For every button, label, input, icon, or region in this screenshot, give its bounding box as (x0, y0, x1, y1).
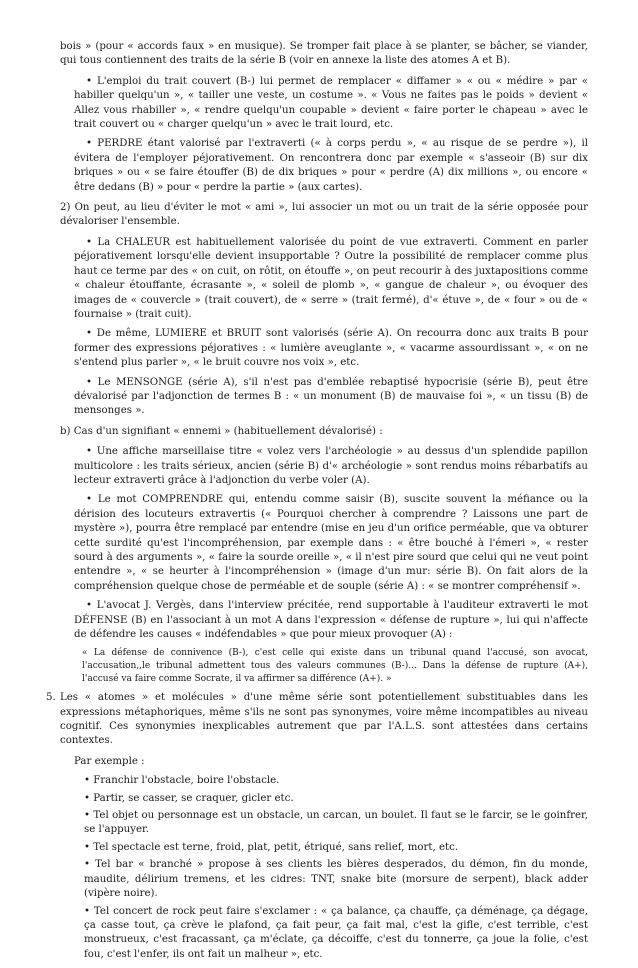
paragraph: • L'emploi du trait couvert (B-) lui permet de remplacer « diffamer » « ou « médire » par « habiller quelqu'un », « tailler une veste, un costume ». « Vous ne faites pas le poids » devient « Allez vous rhabiller », « rendre quelqu'un coupable » devient « faire porter le chapeau » avec le trait couvert ou « charger quelqu'un » avec le trait lourd, etc. (74, 75, 588, 131)
paragraph: • Le mot COMPRENDRE qui, entendu comme saisir (B), suscite souvent la méfiance ou la dérision des locuteurs extravertis (« Pourquoi chercher à comprendre ? Laissons une part de mystère »), pourra être remplacé par entendre (mise en jeu d'un orifice perméable, que va obturer cette surdité qu'est l'incompréhension, par exemple dans : « être bouché à l'émeri », « rester sourd à des arguments », « faire la sourde oreille », « il n'est pire sourd que celui qui ne veut point entendre », « se heurter à l'incompréhension » (image d'un mur: série B). On fait alors de la compréhension quelque chose de perméable et de souple (série A) : « se montrer compréhensif ». (74, 494, 588, 592)
quote-block: « La défense de connivence (B-), c'est celle qui existe dans un tribunal quand l'accusé, son avocat, l'accusation,,le tribunal admettent tous des valeurs communes (B-)... Dans la défense de rupture (A+), l'accusé va faire comme Socrate, il va affirmer sa différence (A+). » (82, 648, 588, 684)
list-item: • Tel spectacle est terne, froid, plat, petit, étriqué, sans relief, mort, etc. (84, 841, 459, 853)
paragraph: • Une affiche marseillaise titre « volez vers l'archéologie » au dessus d'un splendide papillon multicolore : les traits sérieux, ancien (série B) d'« archéologie » sont rendus moins rébarbatifs au lecteur extraverti grâce à l'adjonction du verbe voler (A). (74, 446, 588, 486)
paragraph: b) Cas d'un signifiant « ennemi » (habituellement dévalorisé) : (60, 425, 383, 437)
indented-block (74, 445, 588, 685)
paragraph: 2) On peut, au lieu d'éviter le mot « ami », lui associer un mot ou un trait de la série opposée pour dévaloriser l'ensemble. (60, 202, 588, 228)
paragraph: bois » (pour « accords faux » en musique). Se tromper fait place à se planter, se bâcher, se viander, qui tous contiennent des traits de la série B (voir en annexe la liste des atomes A et B). (60, 41, 588, 67)
indented-block (74, 236, 588, 419)
indented-block (74, 755, 588, 962)
list-item: • Franchir l'obstacle, boire l'obstacle. (84, 775, 280, 787)
item-number: 5. (46, 692, 56, 704)
example-list (84, 774, 588, 962)
paragraph: Par exemple : (74, 755, 145, 767)
paragraph: • De même, LUMIERE et BRUIT sont valorisés (série A). On recourra donc aux traits B pour former des expressions péjoratives : « lumière aveuglante », « vacarme assourdissant », « on ne s'entend plus parler », « le bruit couvre nos voix », etc. (74, 328, 588, 369)
list-item: • Tel concert de rock peut faire s'exclamer : « ça balance, ça chauffe, ça déménage, ça dégage, ça casse tout, ça crève le plafond, ça fait peur, ça fait mal, c'est la gifle, c'est terrible, c'est monstrueux, c'est fracassant, ça m'éclate, ça décoiffe, c'est du tonnerre, ça joue la folie, c'est fou, c'est l'enfer, ils ont fait un malheur », etc. (84, 905, 588, 960)
paragraph: • PERDRE étant valorisé par l'extraverti (« à corps perdu », « au risque de se perdre »), il évitera de l'employer péjorativement. On rencontrera donc par exemple « s'asseoir (B) sur dix briques » ou « se faire étouffer (B) de dix briques » pour « perdre (A) dix millions », ou encore « être dedans (B) » pour « perdre la partie » (aux cartes). (74, 138, 588, 193)
paragraph: • L'avocat J. Vergès, dans l'interview précitée, rend supportable à l'auditeur extraverti le mot DÉFENSE (B) en l'associant à un mot A dans l'expression « défense de rupture », lui qui n'affecte de défendre les causes « indéfendables » que pour mieux provoquer (A) : (74, 600, 588, 641)
list-item: • Partir, se casser, se craquer, gicler etc. (84, 792, 294, 804)
indented-block (74, 75, 588, 195)
numbered-item (46, 691, 588, 749)
paragraph: Les « atomes » et molécules » d'une même série sont potentiellement substituables dans les expressions métaphoriques, même s'ils ne sont pas synonymes, voire même incompatibles au niveau cognitif. Ces synonymies inexplicables autrement que par l'A.L.S. sont attestées dans certains contextes. (60, 692, 588, 747)
list-item: • Tel objet ou personnage est un obstacle, un carcan, un boulet. Il faut se le farcir, se le goinfrer, se l'appuyer. (84, 810, 588, 836)
document-page (46, 40, 588, 968)
list-item: • Tel bar « branché » propose à ses clients les bières desperados, du démon, fin du monde, maudite, délirium tremens, et les cidres: TNT, snake bite (morsure de serpent), black adder (vipère noire). (84, 859, 588, 900)
paragraph: • Le MENSONGE (série A), s'il n'est pas d'emblée rebaptisé hypocrisie (série B), peut être dévalorisé par l'adjonction de termes B : « un monument (B) de mauvaise foi », « un tissu (B) de mensonges ». (74, 376, 588, 417)
paragraph: • La CHALEUR est habituellement valorisée du point de vue extraverti. Comment en parler péjorativement lorsqu'elle devient insupportable ? Outre la possibilité de remplacer comme plus haut ce terme par des « on cuit, on rôtit, on étouffe », on peut recourir à des juxtapositions comme « chaleur étouffante, écrasante », « soleil de plomb », « gangue de chaleur », ou évoquer des images de « couvercle » (trait couvert), de « serre » (trait fermé), d'« étuve », de « four » ou de « fournaise » (trait cuit). (74, 236, 588, 320)
